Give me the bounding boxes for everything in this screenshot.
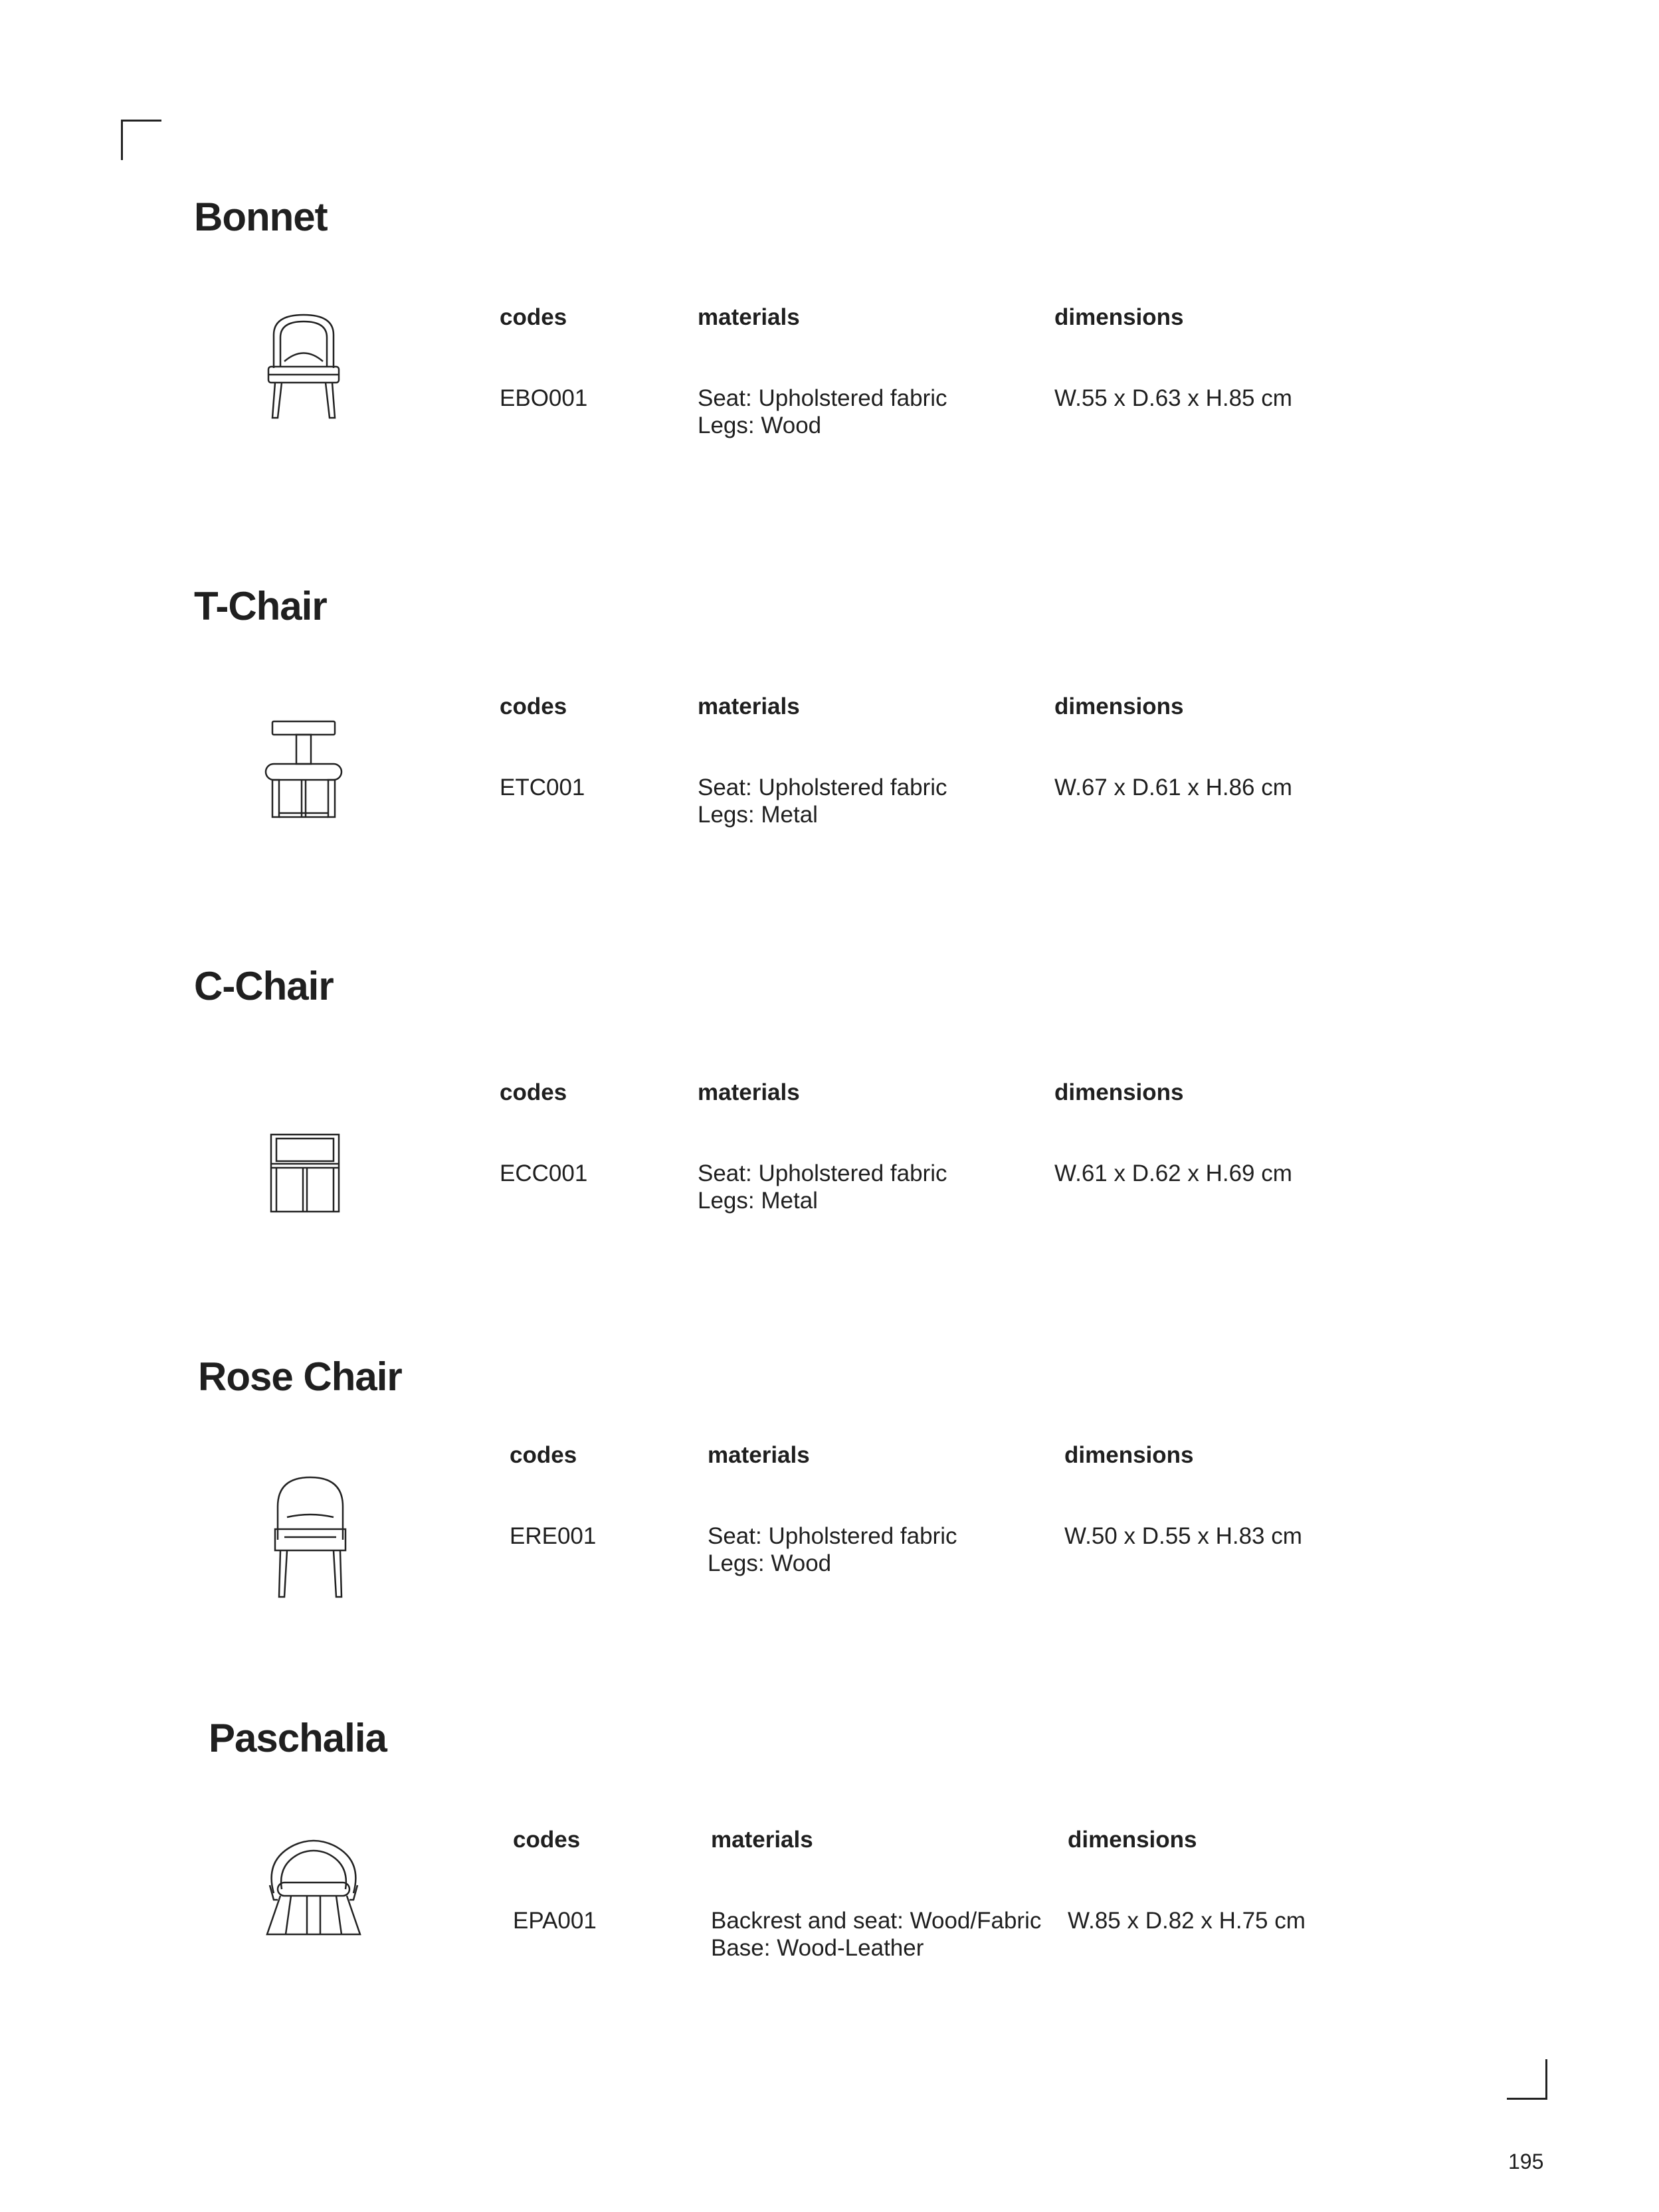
product-c-chair — [0, 776, 1659, 1214]
product-dimensions: W.67 x D.61 x H.86 cm — [1054, 775, 1292, 800]
product-title: Bonnet — [194, 195, 328, 239]
materials-label: materials — [708, 1442, 810, 1468]
codes-label: codes — [500, 693, 567, 719]
codes-label: codes — [500, 304, 567, 330]
materials-label: materials — [698, 1079, 800, 1105]
product-code: ETC001 — [500, 775, 585, 800]
product-code: ECC001 — [500, 1160, 588, 1186]
materials-line-1: Seat: Upholstered fabric — [698, 385, 947, 411]
materials-line-1: Backrest and seat: Wood/Fabric — [711, 1908, 1042, 1934]
materials-label: materials — [711, 1827, 813, 1853]
product-dimensions: W.55 x D.63 x H.85 cm — [1054, 385, 1292, 411]
materials-line-2: Legs: Wood — [708, 1550, 832, 1576]
product-title: Rose Chair — [198, 1354, 402, 1399]
product-dimensions: W.85 x D.82 x H.75 cm — [1068, 1908, 1306, 1934]
materials-line-1: Seat: Upholstered fabric — [698, 1160, 947, 1186]
materials-line-2: Legs: Wood — [698, 413, 822, 438]
product-dimensions: W.50 x D.55 x H.83 cm — [1064, 1523, 1302, 1549]
dimensions-label: dimensions — [1054, 304, 1184, 330]
dimensions-label: dimensions — [1068, 1827, 1197, 1853]
product-dimensions: W.61 x D.62 x H.69 cm — [1054, 1160, 1292, 1186]
codes-label: codes — [510, 1442, 577, 1468]
product-title: Paschalia — [209, 1716, 387, 1760]
product-t-chair — [0, 389, 1659, 828]
materials-label: materials — [698, 693, 800, 719]
dimensions-label: dimensions — [1054, 1079, 1184, 1105]
codes-label: codes — [500, 1079, 567, 1105]
materials-line-2: Base: Wood-Leather — [711, 1935, 924, 1961]
page-number: 195 — [1508, 2150, 1544, 2173]
product-rose-chair — [0, 1166, 1659, 1576]
product-paschalia — [0, 1528, 1659, 1961]
product-code: EPA001 — [513, 1908, 597, 1934]
crop-mark-bottom-right — [1507, 2059, 1547, 2100]
product-code: ERE001 — [510, 1523, 597, 1549]
dimensions-label: dimensions — [1064, 1442, 1194, 1468]
codes-label: codes — [513, 1827, 581, 1853]
materials-line-1: Seat: Upholstered fabric — [708, 1523, 957, 1549]
product-code: EBO001 — [500, 385, 588, 411]
product-bonnet — [0, 0, 1659, 438]
paschalia-chair-icon — [260, 1833, 367, 1937]
materials-line-2: Legs: Metal — [698, 1188, 818, 1214]
product-title: T-Chair — [194, 584, 327, 628]
materials-label: materials — [698, 304, 800, 330]
materials-line-2: Legs: Metal — [698, 802, 818, 828]
dimensions-label: dimensions — [1054, 693, 1184, 719]
materials-line-1: Seat: Upholstered fabric — [698, 775, 947, 800]
product-title: C-Chair — [194, 964, 334, 1008]
